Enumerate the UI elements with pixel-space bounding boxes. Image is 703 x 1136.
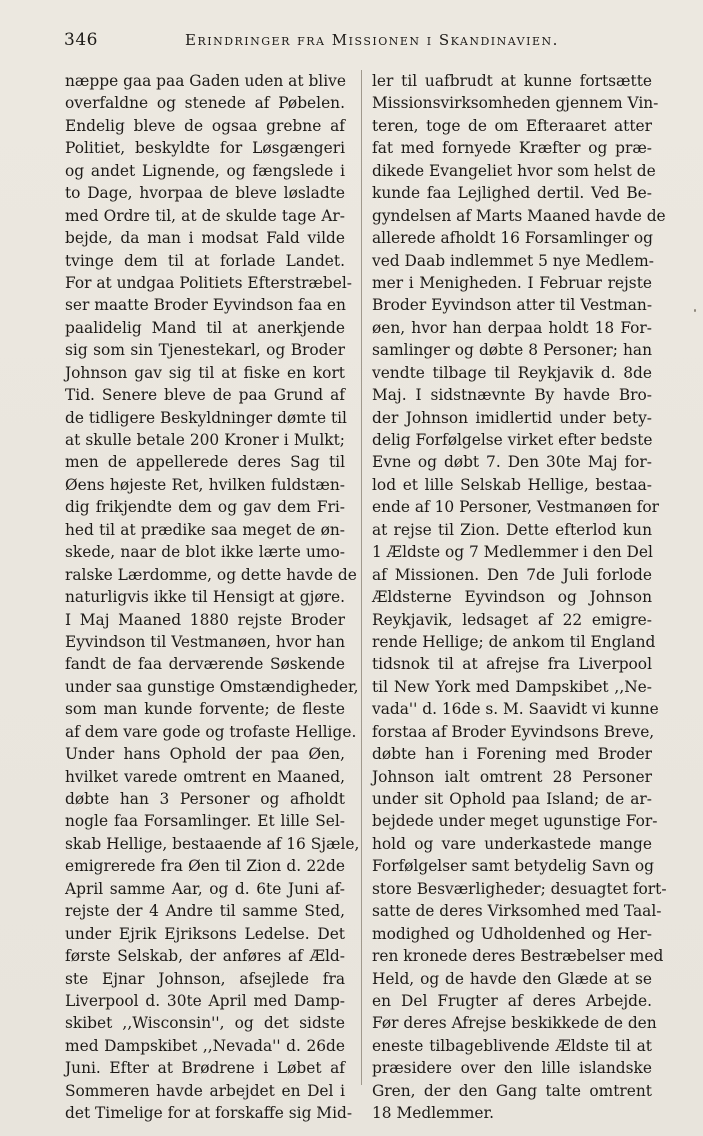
left-column-line: som man kunde forvente; de fleste bbox=[65, 700, 345, 719]
left-column-line: Eyvindson til Vestmanøen, hvor han bbox=[65, 632, 345, 651]
right-column-line: en Del Frugter af deres Arbejde. bbox=[372, 991, 652, 1010]
left-column-line: men de appellerede deres Sag til bbox=[65, 453, 345, 472]
right-column-line: dikede Evangeliet hvor som helst de bbox=[372, 161, 656, 180]
right-column-line: bejdede under meget ugunstige For- bbox=[372, 812, 658, 831]
left-column-line: Politiet, beskyldte for Løsgængeri bbox=[65, 139, 345, 158]
left-column-line: sig som sin Tjenestekarl, og Broder bbox=[65, 341, 345, 360]
right-column-line: eneste tilbageblivende Ældste til at bbox=[372, 1036, 652, 1055]
left-column-line: at skulle betale 200 Kroner i Mulkt; bbox=[65, 431, 345, 449]
right-column-line: Evne og døbt 7. Den 30te Maj for- bbox=[372, 453, 652, 472]
right-column-line: døbte han i Forening med Broder bbox=[372, 745, 652, 764]
right-column-line: Missionsvirksomheden gjennem Vin- bbox=[372, 94, 659, 113]
left-column-line: første Selskab, der anføres af Æld- bbox=[65, 947, 345, 966]
column-divider bbox=[361, 70, 362, 1085]
right-column-line: teren, toge de om Efteraaret atter bbox=[372, 116, 652, 135]
right-column-line: tidsnok til at afrejse fra Liverpool bbox=[372, 655, 652, 674]
left-column-line: For at undgaa Politiets Efterstræbel- bbox=[65, 273, 352, 292]
left-column-line: med Dampskibet ,,Nevada'' d. 26de bbox=[65, 1036, 345, 1055]
right-column-line: der Johnson imidlertid under bety- bbox=[372, 408, 652, 427]
left-column-line: tvinge dem til at forlade Landet. bbox=[65, 251, 345, 270]
left-column-line: Liverpool d. 30te April med Damp- bbox=[65, 991, 345, 1010]
right-column-line: vada'' d. 16de s. M. Saavidt vi kunne bbox=[372, 700, 659, 719]
left-column-line: under saa gunstige Omstændigheder, bbox=[65, 677, 359, 696]
left-column-line: hvilket varede omtrent en Maaned, bbox=[65, 767, 345, 786]
right-column-line: Reykjavik, ledsaget af 22 emigre- bbox=[372, 610, 652, 629]
page-header bbox=[64, 30, 649, 52]
left-column-line: Øens højeste Ret, hvilken fuldstæn- bbox=[65, 475, 345, 494]
left-column-line: Sommeren havde arbejdet en Del i bbox=[65, 1081, 345, 1100]
left-column-line: nogle faa Forsamlinger. Et lille Sel- bbox=[65, 812, 345, 831]
left-column-line: rejste der 4 Andre til samme Sted, bbox=[65, 902, 345, 921]
right-column-line: af Missionen. Den 7de Juli forlode bbox=[372, 565, 652, 584]
left-column-line: dig frikjendte dem og gav dem Fri- bbox=[65, 498, 345, 517]
left-column-line: to Dage, hvorpaa de bleve løsladte bbox=[65, 184, 345, 203]
right-column-line: præsidere over den lille islandske bbox=[372, 1059, 652, 1078]
right-column-line: hold og vare underkastede mange bbox=[372, 834, 652, 853]
left-column-line: Juni. Efter at Brødrene i Løbet af bbox=[65, 1059, 345, 1078]
left-column-line: med Ordre til, at de skulde tage Ar- bbox=[65, 206, 345, 225]
left-column-line: skede, naar de blot ikke lærte umo- bbox=[65, 543, 345, 562]
left-column-line: overfaldne og stenede af Pøbelen. bbox=[65, 94, 345, 113]
right-column-line: Johnson ialt omtrent 28 Personer bbox=[372, 767, 652, 786]
right-column-line: til New York med Dampskibet ,,Ne- bbox=[372, 677, 652, 696]
right-column-line: satte de deres Virksomhed med Taal- bbox=[372, 902, 662, 921]
right-column-line: forstaa af Broder Eyvindsons Breve, bbox=[372, 722, 655, 741]
right-column-line: Før deres Afrejse beskikkede de den bbox=[372, 1014, 657, 1033]
right-column-line: 1 Ældste og 7 Medlemmer i den Del bbox=[372, 543, 653, 562]
right-column-line: modighed og Udholdenhed og Her- bbox=[372, 924, 652, 943]
left-column-line: paalidelig Mand til at anerkjende bbox=[65, 318, 345, 337]
left-column-line: og andet Lignende, og fængslede i bbox=[65, 161, 345, 180]
left-column-line: Johnson gav sig til at fiske en kort bbox=[65, 363, 345, 382]
right-column-line: Forfølgelser samt betydelig Savn og bbox=[372, 857, 654, 876]
right-column-line: ler til uafbrudt at kunne fortsætte bbox=[372, 72, 652, 90]
right-column-line: samlinger og døbte 8 Personer; han bbox=[372, 341, 652, 360]
left-column-line: skibet ,,Wisconsin'', og det sidste bbox=[65, 1014, 345, 1033]
margin-speck bbox=[694, 309, 696, 312]
right-column-line: Held, og de havde den Glæde at se bbox=[372, 969, 652, 988]
right-column-line: under sit Ophold paa Island; de ar- bbox=[372, 790, 652, 808]
left-column-line: bejde, da man i modsat Fald vilde bbox=[65, 229, 345, 248]
left-column-line: ser maatte Broder Eyvindson faa en bbox=[65, 296, 346, 315]
left-column-line: det Timelige for at forskaffe sig Mid- bbox=[65, 1104, 353, 1123]
right-text-column bbox=[372, 70, 667, 1125]
right-column-line: Broder Eyvindson atter til Vestman- bbox=[372, 296, 653, 315]
right-column-line: fat med fornyede Kræfter og præ- bbox=[372, 139, 652, 158]
left-column-line: under Ejrik Ejriksons Ledelse. Det bbox=[65, 924, 345, 943]
right-column-line: ren kronede deres Bestræbelser med bbox=[372, 947, 664, 966]
left-column-line: ste Ejnar Johnson, afsejlede fra bbox=[65, 969, 345, 988]
left-column-line: emigrerede fra Øen til Zion d. 22de bbox=[65, 857, 345, 876]
right-column-line: Maj. I sidstnævnte By havde Bro- bbox=[372, 386, 652, 405]
left-text-column bbox=[65, 70, 360, 1125]
right-column-line: at rejse til Zion. Dette efterlod kun bbox=[372, 520, 652, 539]
right-column-line: store Besværligheder; desuagtet fort- bbox=[372, 879, 667, 898]
right-column-line: allerede afholdt 16 Forsamlinger og bbox=[372, 229, 654, 248]
left-column-line: af dem vare gode og trofaste Hellige. bbox=[65, 722, 357, 741]
left-column-line: skab Hellige, bestaaende af 16 Sjæle, bbox=[65, 834, 360, 853]
left-column-line: Endelig bleve de ogsaa grebne af bbox=[65, 116, 345, 135]
left-column-line: naturligvis ikke til Hensigt at gjøre. bbox=[65, 588, 345, 607]
left-column-line: døbte han 3 Personer og afholdt bbox=[65, 790, 345, 808]
right-column-line: øen, hvor han derpaa holdt 18 For- bbox=[372, 318, 652, 337]
left-column-line: fandt de faa derværende Søskende bbox=[65, 655, 345, 674]
left-column-line: I Maj Maaned 1880 rejste Broder bbox=[65, 610, 345, 629]
left-column-line: Under hans Ophold der paa Øen, bbox=[65, 745, 345, 764]
right-column-line: Gren, der den Gang talte omtrent bbox=[372, 1081, 652, 1100]
running-title: Erindringer fra Missionen i Skandinavien. bbox=[185, 31, 559, 49]
page-number: 346 bbox=[64, 30, 98, 50]
right-column-line: ved Daab indlemmet 5 nye Medlem- bbox=[372, 251, 654, 270]
left-column-line: Tid. Senere bleve de paa Grund af bbox=[65, 386, 345, 405]
right-column-line: rende Hellige; de ankom til England bbox=[372, 632, 656, 651]
right-column-line: kunde faa Lejlighed dertil. Ved Be- bbox=[372, 184, 652, 203]
right-column-line: ende af 10 Personer, Vestmanøen for bbox=[372, 498, 659, 517]
left-column-line: April samme Aar, og d. 6te Juni af- bbox=[65, 879, 345, 898]
right-column-line: Ældsterne Eyvindson og Johnson bbox=[372, 588, 652, 607]
left-column-line: ralske Lærdomme, og dette havde de bbox=[65, 565, 357, 584]
left-column-line: hed til at prædike saa meget de øn- bbox=[65, 520, 345, 539]
left-column-line: næppe gaa paa Gaden uden at blive bbox=[65, 72, 346, 90]
right-column-line: lod et lille Selskab Hellige, bestaa- bbox=[372, 475, 652, 494]
left-column-line: de tidligere Beskyldninger dømte til bbox=[65, 408, 347, 427]
right-column-line: 18 Medlemmer. bbox=[372, 1104, 495, 1123]
right-column-line: mer i Menigheden. I Februar rejste bbox=[372, 273, 652, 292]
right-column-line: gyndelsen af Marts Maaned havde de bbox=[372, 206, 666, 225]
right-column-line: delig Forfølgelse virket efter bedste bbox=[372, 431, 653, 449]
right-column-line: vendte tilbage til Reykjavik d. 8de bbox=[372, 363, 652, 382]
